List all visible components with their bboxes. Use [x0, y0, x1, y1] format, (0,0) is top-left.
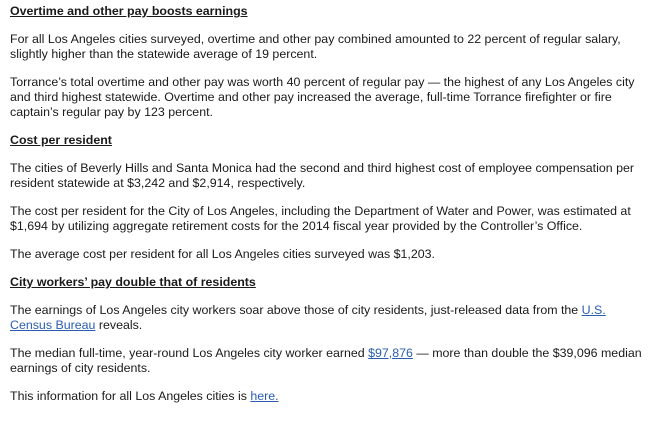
- census-bureau-link[interactable]: U.S. Census Bureau: [10, 303, 606, 332]
- median-text-after: — more than double the $39,096 median earnings of city residents.: [10, 346, 642, 375]
- paragraph-torrance: Torrance’s total overtime and other pay was worth 40 percent of regular pay — the highest of any Los Angeles city and third highest statewide. Overtime and other pay increased the average, full-time Torrance firefighter or fire captain’s regular pay by 123 percent.: [10, 75, 635, 119]
- information-text-before: This information for all Los Angeles cities is: [10, 389, 251, 403]
- paragraph-los-angeles-cost: The cost per resident for the City of Los Angeles, including the Department of Water and Power, was estimated at $1,694 by utilizing aggregate retirement costs for the 2014 fiscal year provided by the Controller’s Office.: [10, 204, 631, 233]
- paragraph-median-earnings: [10, 346, 650, 376]
- paragraph-overtime-average: For all Los Angeles cities surveyed, overtime and other pay combined amounted to 22 percent of regular salary, slightly higher than the statewide average of 19 percent.: [10, 32, 621, 61]
- paragraph-census: [10, 303, 650, 333]
- median-text-before: The median full-time, year-round Los Angeles city worker earned: [10, 346, 369, 360]
- section-heading-cost-per-resident: Cost per resident: [10, 133, 112, 147]
- paragraph-average-cost: The average cost per resident for all Los Angeles cities surveyed was $1,203.: [10, 247, 435, 261]
- section-heading-overtime: Overtime and other pay boosts earnings: [10, 4, 248, 18]
- median-earnings-link[interactable]: $97,876: [368, 346, 413, 360]
- section-heading-city-workers: City workers’ pay double that of residents: [10, 275, 256, 289]
- census-text-after: reveals.: [95, 318, 143, 332]
- paragraph-information: [10, 389, 650, 404]
- census-text-before: The earnings of Los Angeles city workers soar above those of city residents, just-released data from the: [10, 303, 582, 317]
- here-link[interactable]: here.: [250, 389, 279, 403]
- paragraph-beverly-hills: The cities of Beverly Hills and Santa Monica had the second and third highest cost of employee compensation per resident statewide at $3,242 and $2,914, respectively.: [10, 161, 635, 190]
